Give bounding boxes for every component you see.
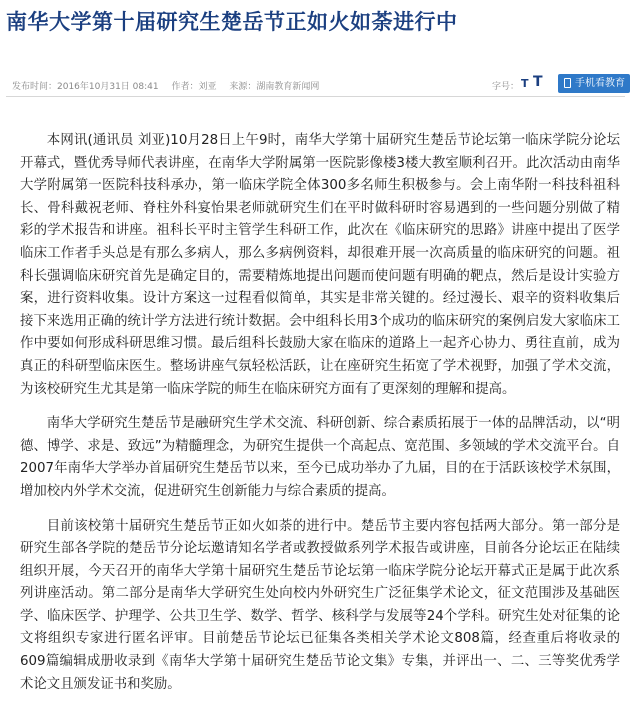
article-paragraph: 目前该校第十届研究生楚岳节正如火如荼的进行中。楚岳节主要内容包括两大部分。第一部分是研究生部各学院的楚岳节分论坛邀请知名学者或教授做系列学术报告或讲座，目前各分论坛正在陆续组织开展，今天召开的南华大学第十届研究生楚岳节论坛第一临床学院分论坛开幕式正是属于此次系列讲座活动。第二部分是南华大学研究生处向校内外研究生广泛征集学术论文，征文范围涉及基础医学、临床医学、护理学、公共卫生学、数学、哲学、核科学与发展等24个学科。研究生处对征集的论文将组织专家进行匿名评审。目前楚岳节论坛已征集各类相关学术论文808篇，经查重后将收录的609篇编辑成册收录到《南华大学第十届研究生楚岳节论文集》专集，并评出一、二、三等奖优秀学术论文且颁发证书和奖励。 <box>20 518 620 692</box>
publish-time: 发布时间：2016年10月31日 08:41 <box>12 82 159 92</box>
font-size-label: 字号： <box>492 82 520 92</box>
article-meta <box>12 79 329 92</box>
mobile-view-button[interactable] <box>558 74 630 93</box>
author: 作者：刘亚 <box>171 82 217 92</box>
mobile-view-label: 手机看教育 <box>575 78 625 89</box>
article-paragraph: 本网讯(通讯员 刘亚)10月28日上午9时，南华大学第十届研究生楚岳节论坛第一临床学院分论坛开幕式，暨优秀导师代表讲座，在南华大学附属第一医院影像楼3楼大教室顺利召开。此次活动由南华大学附属第一医院科技科承办，第一临床学院全体300多名师生积极参与。会上南华附一科技科祖科长、骨科戴祝老师、脊柱外科宴怡果老师就研究生们在平时做科研时容易遇到的一些问题分别做了精彩的学术报告和讲座。祖科长平时主管学生科研工作，此次在《临床研究的思路》讲座中提出了医学临床工作者手头总是有那么多病人，那么多病例资料，却很难开展一次高质量的临床研究的问题。祖科长强调临床研究首先是确定目的，需要精炼地提出问题而使问题有明确的靶点，然后是设计实验方案，进行资料收集。设计方案这一过程看似简单，其实是非常关键的。经过漫长、艰辛的资料收集后接下来选用正确的统计学方法进行统计数据。会中组科长用3个成功的临床研究的案例启发大家临床工作中要如何形成科研思维习惯。最后组科长鼓励大家在临床的道路上一起齐心协力、勇往直前，成为真正的科研型临床医生。整场讲座气氛轻松活跃，让在座研究生拓宽了学术视野，加强了学术交流，为该校研究生尤其是第一临床学院的师生在临床研究方面有了更深刻的理解和提高。 <box>20 133 620 397</box>
article-paragraph: 南华大学研究生楚岳节是融研究生学术交流、科研创新、综合素质拓展于一体的品牌活动，以“明德、博学、求是、致远”为精髓理念，为研究生提供一个高起点、宽范围、多领域的学术交流平台。自2007年南华大学举办首届研究生楚岳节以来，至今已成功举办了九届，目的在于活跃该校学术氛围，增加校内外学术交流，促进研究生创新能力与综合素质的提高。 <box>20 416 620 499</box>
mobile-phone-icon <box>564 78 571 88</box>
article-meta-bar <box>6 74 625 97</box>
font-size-small-button[interactable]: T <box>521 77 529 90</box>
page-title: 南华大学第十届研究生楚岳节正如火如荼进行中 <box>6 10 458 34</box>
source: 来源：湖南教育新闻网 <box>229 82 320 92</box>
article-body <box>20 130 620 708</box>
font-size-large-button[interactable]: T <box>533 74 543 90</box>
